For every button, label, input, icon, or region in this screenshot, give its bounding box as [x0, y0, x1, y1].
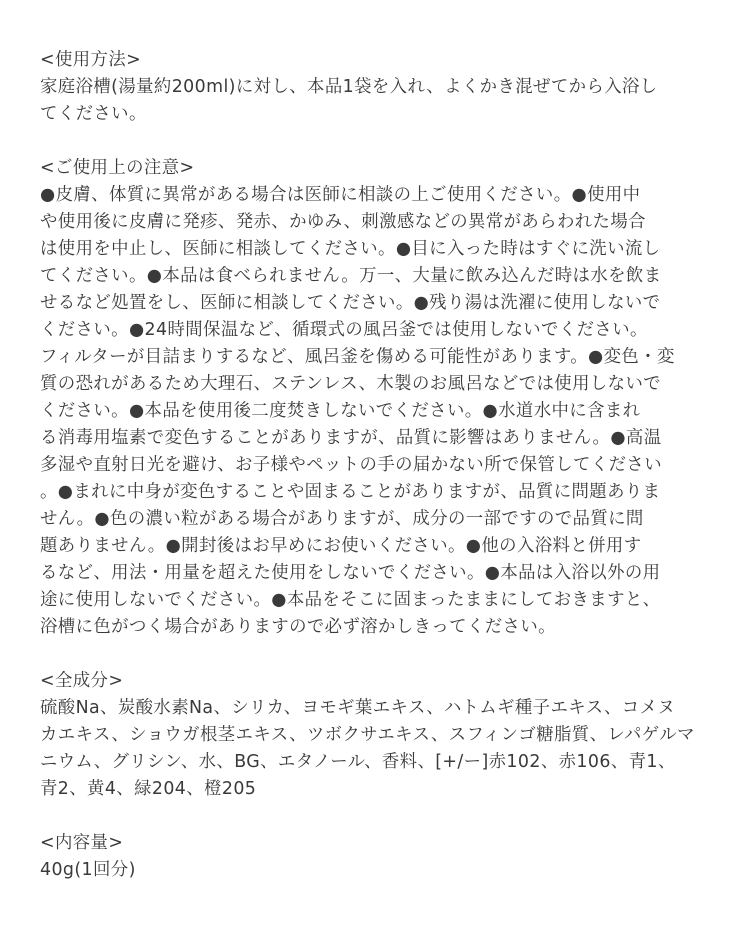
cautions-line: は使用を中止し、医師に相談してください。●目に入った時はすぐに洗い流し	[40, 239, 661, 259]
ingredients-heading: <全成分>	[40, 671, 124, 691]
ingredients-line: ニウム、グリシン、水、BG、エタノール、香料、[+/ー]赤102、赤106、青1、	[40, 752, 676, 772]
cautions-line: ください。●本品を使用後二度焚きしないでください。●水道水中に含まれ	[40, 401, 641, 421]
cautions-line: 題ありません。●開封後はお早めにお使いください。●他の入浴料と併用す	[40, 536, 642, 556]
cautions-line: 浴槽に色がつく場合がありますので必ず溶かしきってください。	[40, 617, 556, 637]
ingredients-line: 青2、黄4、緑204、橙205	[40, 779, 257, 799]
cautions-line: 多湿や直射日光を避け、お子様やペットの手の届かない所で保管してください	[40, 455, 662, 475]
cautions-line: る消毒用塩素で変色することがありますが、品質に影響はありません。●高温	[40, 428, 662, 448]
contents-heading: <内容量>	[40, 833, 124, 853]
usage-heading: <使用方法>	[40, 50, 142, 70]
usage-section	[40, 47, 716, 128]
cautions-line: ください。●24時間保温など、循環式の風呂釜では使用しないでください。	[40, 320, 648, 340]
cautions-line: るなど、用法・用量を超えた使用をしないでください。●本品は入浴以外の用	[40, 563, 661, 583]
cautions-line: 質の恐れがあるため大理石、ステンレス、木製のお風呂などでは使用しないで	[40, 374, 662, 394]
ingredients-section	[40, 668, 716, 803]
cautions-line: 途に使用しないでください。●本品をそこに固まったままにしておきますと、	[40, 590, 661, 610]
cautions-line: 。●まれに中身が変色することや固まることがありますが、品質に問題ありま	[40, 482, 661, 502]
cautions-line: ●皮膚、体質に異常がある場合は医師に相談の上ご使用ください。●使用中	[40, 185, 641, 205]
cautions-line: せん。●色の濃い粒がある場合がありますが、成分の一部ですので品質に問	[40, 509, 644, 529]
cautions-line: せるなど処置をし、医師に相談してください。●残り湯は洗濯に使用しないで	[40, 293, 661, 313]
cautions-heading: <ご使用上の注意>	[40, 158, 195, 178]
usage-line: てください。	[40, 104, 147, 124]
cautions-section	[40, 155, 716, 641]
product-instructions-document	[40, 47, 716, 884]
cautions-line: てください。●本品は食べられません。万一、大量に飲み込んだ時は水を飲ま	[40, 266, 662, 286]
contents-amount: 40g(1回分)	[40, 860, 136, 880]
contents-section	[40, 830, 716, 884]
ingredients-line: 硫酸Na、炭酸水素Na、シリカ、ヨモギ葉エキス、ハトムギ種子エキス、コメヌ	[40, 698, 676, 718]
usage-line: 家庭浴槽(湯量約200ml)に対し、本品1袋を入れ、よくかき混ぜてから入浴し	[40, 77, 658, 97]
cautions-line: フィルターが目詰まりするなど、風呂釜を傷める可能性があります。●変色・変	[40, 347, 675, 367]
cautions-line: や使用後に皮膚に発疹、発赤、かゆみ、刺激感などの異常があらわれた場合	[40, 212, 646, 232]
ingredients-line: カエキス、ショウガ根茎エキス、ツボクサエキス、スフィンゴ糖脂質、レパゲルマ	[40, 725, 695, 745]
